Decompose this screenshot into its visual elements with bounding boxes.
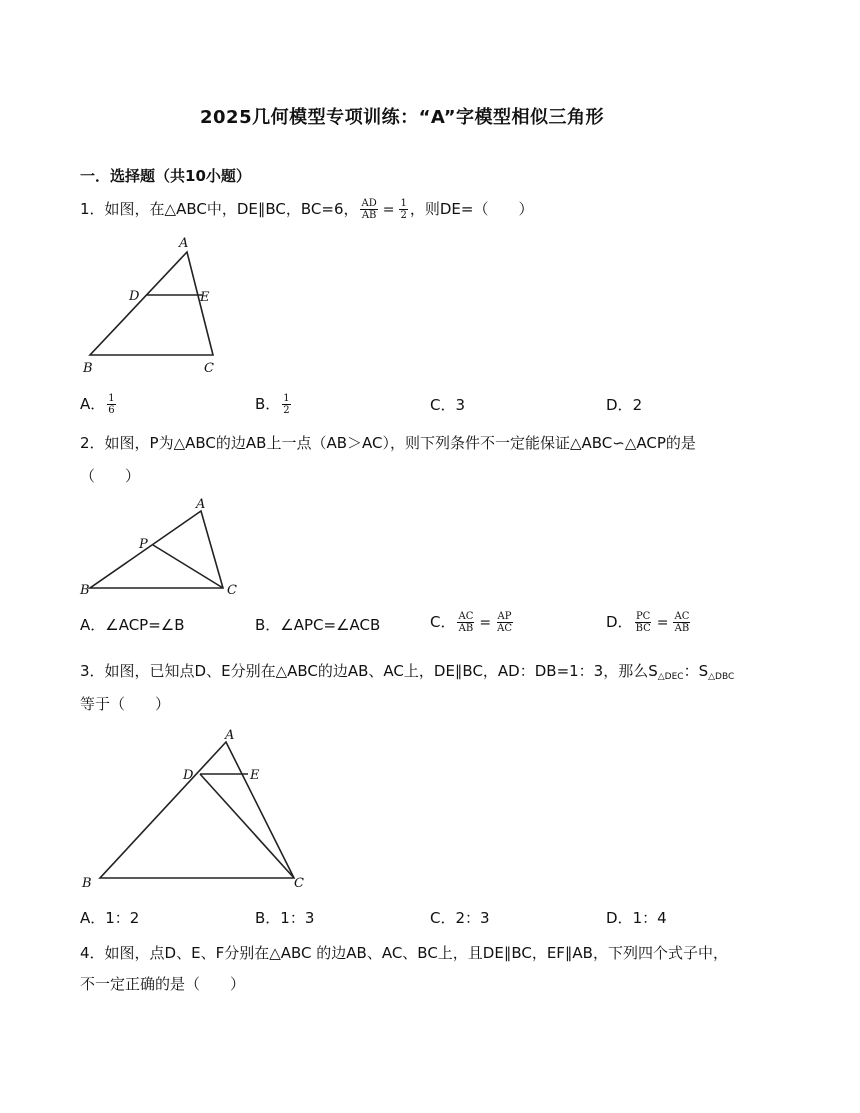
label-b: B — [83, 361, 93, 376]
q2-option-b[interactable]: B．∠APC=∠ACB — [255, 616, 381, 634]
label-d: D — [183, 768, 194, 783]
question-3-stem-line1: 3．如图，已知点D、E分别在△ABC的边AB、AC上，DE∥BC，AD：DB=1：3，那么$S_{\triangle DEC}$：$S_{\triangle DBC}$ — [80, 662, 735, 682]
q3-option-d[interactable]: D．1：4 — [606, 909, 667, 927]
question-2-stem-line1: 2．如图，P为△ABC的边AB上一点（AB＞AC），则下列条件不一定能保证△ABC∽△ACP的是 — [80, 434, 696, 452]
label-c: C — [227, 583, 237, 598]
segment-dc — [200, 774, 294, 878]
q3-option-b[interactable]: B．1：3 — [255, 909, 315, 927]
q1-option-a[interactable]: A． $\frac{1}{6}$ — [80, 393, 115, 416]
question-2-figure — [78, 493, 248, 605]
q2-option-d[interactable]: D． $\frac{PC}{BC}$ = $\frac{AC}{AB}$ — [606, 611, 690, 634]
q3-option-c[interactable]: C．2：3 — [430, 909, 490, 927]
label-a: A — [196, 497, 206, 512]
label-e: E — [200, 290, 210, 305]
label-c: C — [204, 361, 214, 376]
q2-option-a[interactable]: A．∠ACP=∠B — [80, 616, 185, 634]
label-a: A — [225, 728, 235, 743]
question-1-figure — [80, 232, 240, 377]
page-title: 2025几何模型专项训练：“A”字模型相似三角形 — [200, 107, 605, 128]
question-1-stem-a: 1．如图，在△ABC中，DE∥BC，BC=6， — [80, 200, 359, 218]
question-3-figure — [78, 722, 318, 894]
question-4-stem-line2: 不一定正确的是（ ） — [80, 975, 246, 993]
q1-option-d[interactable]: D．2 — [606, 396, 643, 414]
label-b: B — [80, 583, 90, 598]
question-2-stem-line2: （ ） — [80, 467, 141, 485]
label-c: C — [294, 876, 304, 891]
label-e: E — [250, 768, 260, 783]
question-1-fraction: $\frac{AD}{AB}$ — [361, 198, 377, 221]
q1-option-b[interactable]: B． $\frac{1}{2}$ — [255, 393, 290, 416]
question-1-stem-b: ，则DE=（ ） — [409, 200, 534, 218]
question-3-stem-line2: 等于（ ） — [80, 695, 171, 713]
q2-option-c[interactable]: C． $\frac{AC}{AB}$ = $\frac{AP}{AC}$ — [430, 611, 512, 634]
question-4-stem-line1: 4．如图，点D、E、F分别在△ABC 的边AB、AC、BC上，且DE∥BC，EF∥AB，下列四个式子中， — [80, 944, 728, 962]
triangle-abc — [90, 252, 213, 355]
section-header: 一．选择题（共10小题） — [80, 167, 251, 185]
q3-option-a[interactable]: A．1：2 — [80, 909, 140, 927]
triangle-abc — [100, 742, 294, 878]
label-d: D — [129, 289, 140, 304]
label-b: B — [82, 876, 92, 891]
question-1-fraction-2: $\frac{1}{2}$ — [400, 198, 407, 221]
label-p: P — [139, 537, 148, 552]
question-1-stem: 1．如图，在△ABC中，DE∥BC，BC=6， $\frac{AD}{AB}$ = $\frac{1}{2}$ ，则DE=（ ） — [80, 198, 534, 221]
q1-option-c[interactable]: C．3 — [430, 396, 466, 414]
label-a: A — [179, 236, 189, 251]
